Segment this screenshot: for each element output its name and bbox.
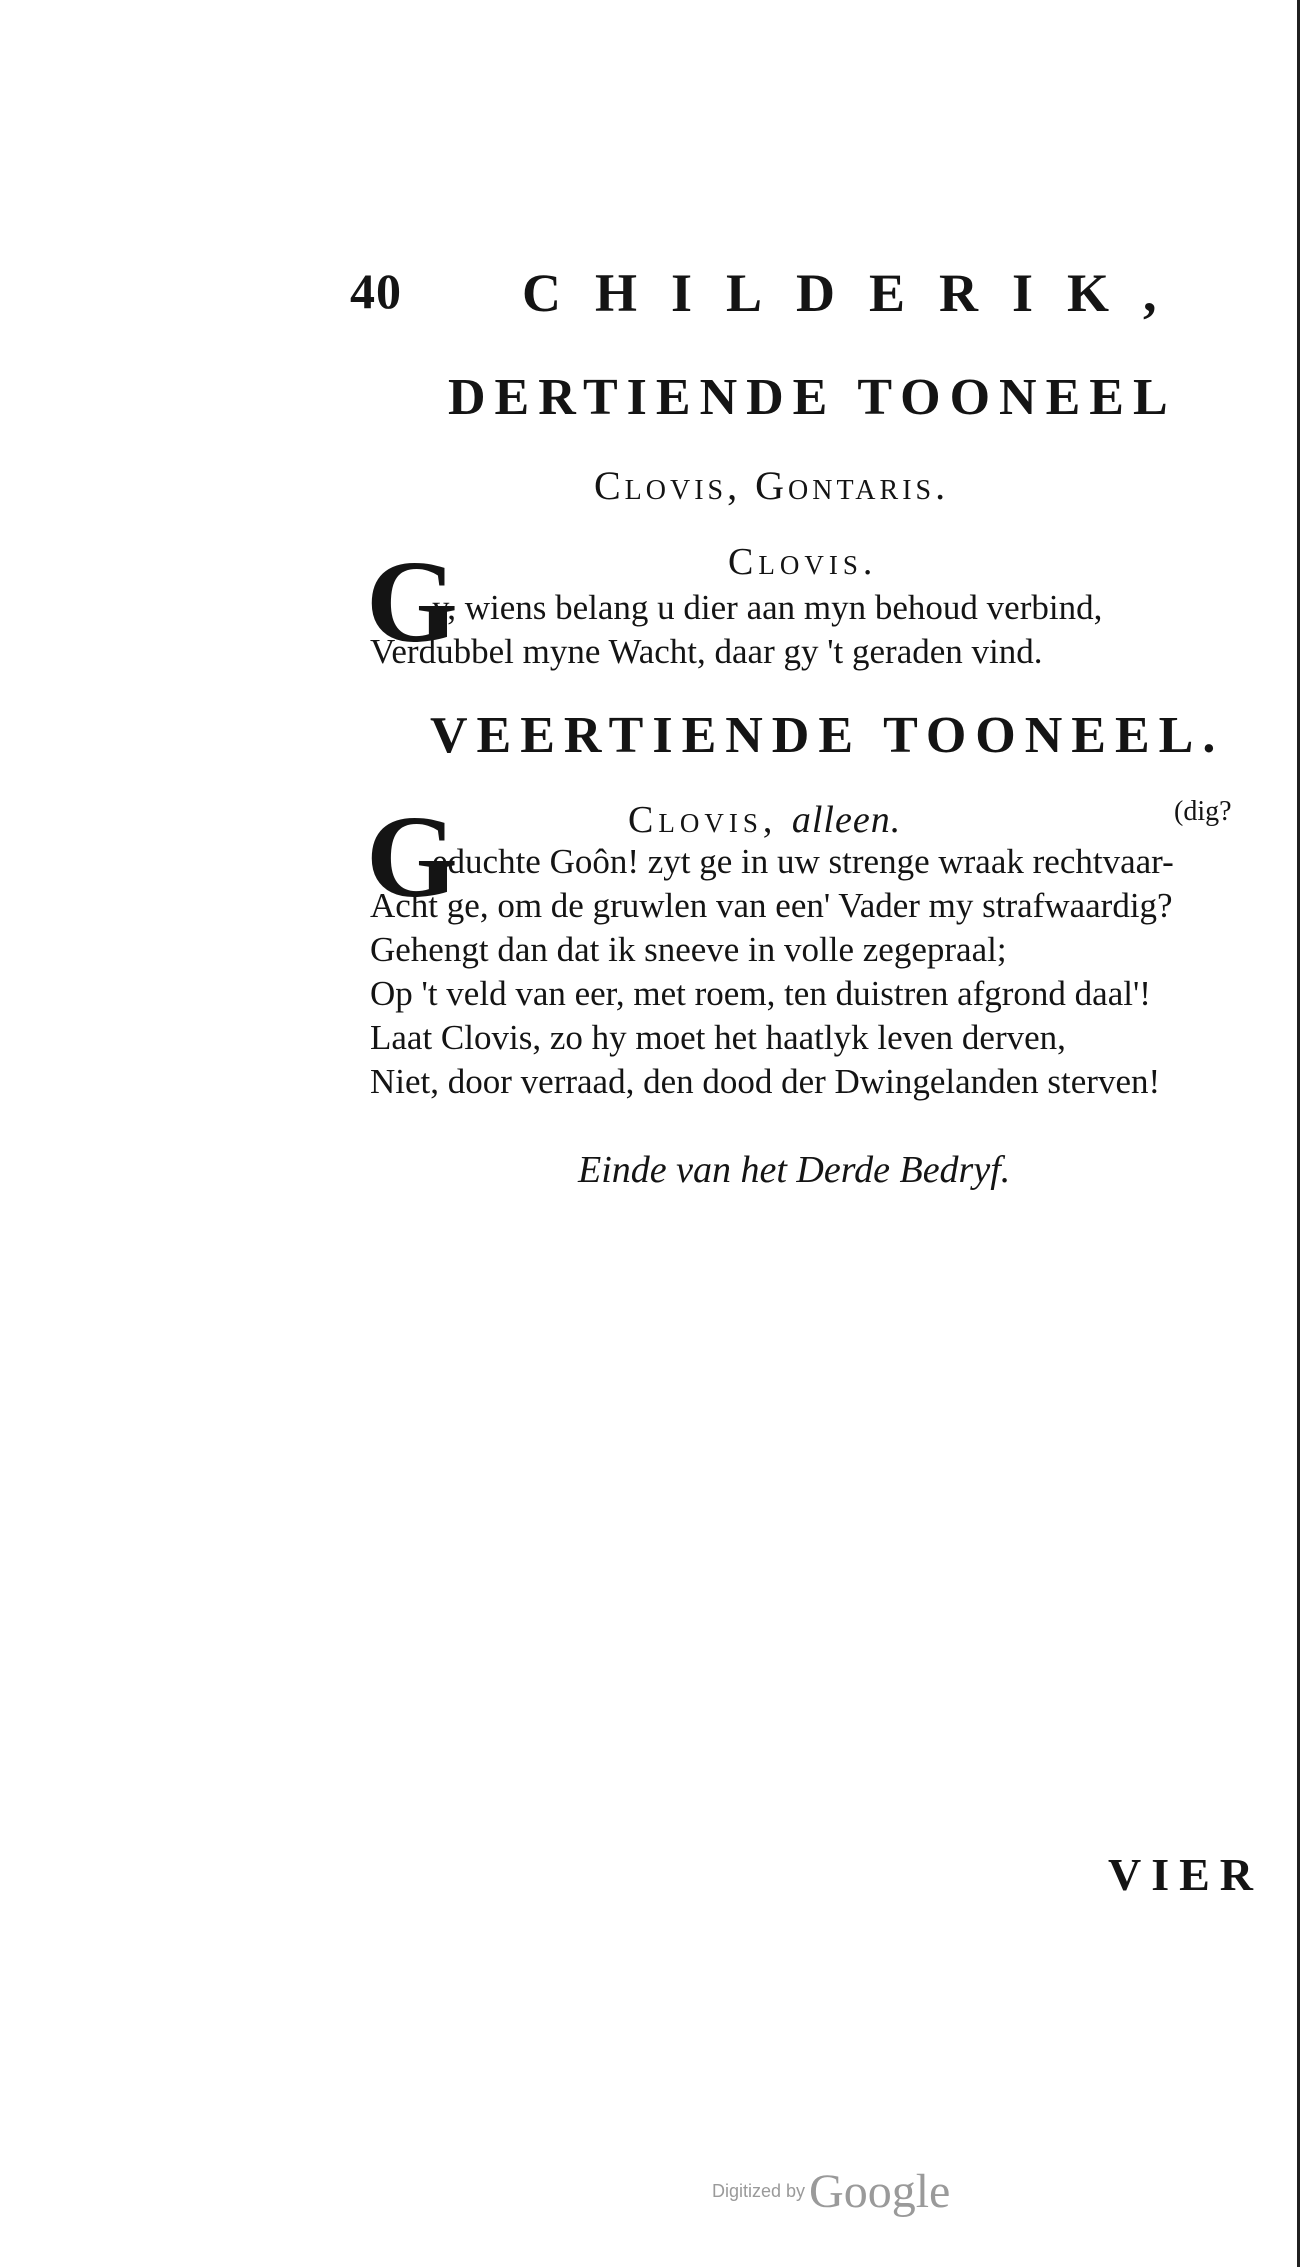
scene-heading-veertiende: VEERTIENDE TOONEEL.: [430, 707, 1225, 764]
speaker-label: Clovis,: [628, 799, 778, 841]
stage-direction: alleen.: [791, 799, 902, 841]
running-title: CHILDERIK,: [522, 263, 1191, 323]
page-number: 40: [350, 263, 402, 319]
scene-heading-dertiende: DERTIENDE TOONEEL: [448, 369, 1177, 426]
catchword: VIER: [1108, 1849, 1264, 1900]
verse-line: Verdubbel myne Wacht, daar gy 't geraden vind.: [370, 632, 1043, 671]
verse-line: Niet, door verraad, den dood der Dwingelanden sterven!: [370, 1062, 1161, 1101]
verse-line: y, wiens belang u dier aan myn behoud verbind,: [432, 588, 1103, 627]
turnover-fragment: (dig?: [1174, 796, 1232, 827]
act-end-note: Einde van het Derde Bedryf.: [578, 1149, 1011, 1191]
page-edge-border: [1297, 0, 1300, 2267]
verse-line: educhte Goôn! zyt ge in uw strenge wraak rechtvaar-: [432, 842, 1174, 881]
watermark-prefix: Digitized by: [712, 2181, 806, 2201]
digitized-by-google-watermark: [712, 2164, 950, 2219]
verse-line: Gehengt dan dat ik sneeve in volle zegepraal;: [370, 930, 1007, 969]
scene-cast-list: Clovis, Gontaris.: [594, 463, 950, 508]
verse-line: Op 't veld van eer, met roem, ten duistren afgrond daal'!: [370, 974, 1151, 1013]
verse-line: Acht ge, om de gruwlen van een' Vader my strafwaardig?: [370, 886, 1173, 925]
drop-cap: G: [366, 791, 458, 922]
page-header: [350, 262, 1191, 342]
verse-block-scene14: [370, 840, 1250, 1104]
verse-line: Laat Clovis, zo hy moet het haatlyk leven derven,: [370, 1018, 1066, 1057]
verse-block-scene13: [370, 586, 1250, 674]
google-logo-text: Google: [809, 2165, 951, 2218]
speaker-name: [628, 798, 901, 842]
speaker-name: Clovis.: [728, 541, 878, 583]
drop-cap: G: [366, 536, 458, 667]
